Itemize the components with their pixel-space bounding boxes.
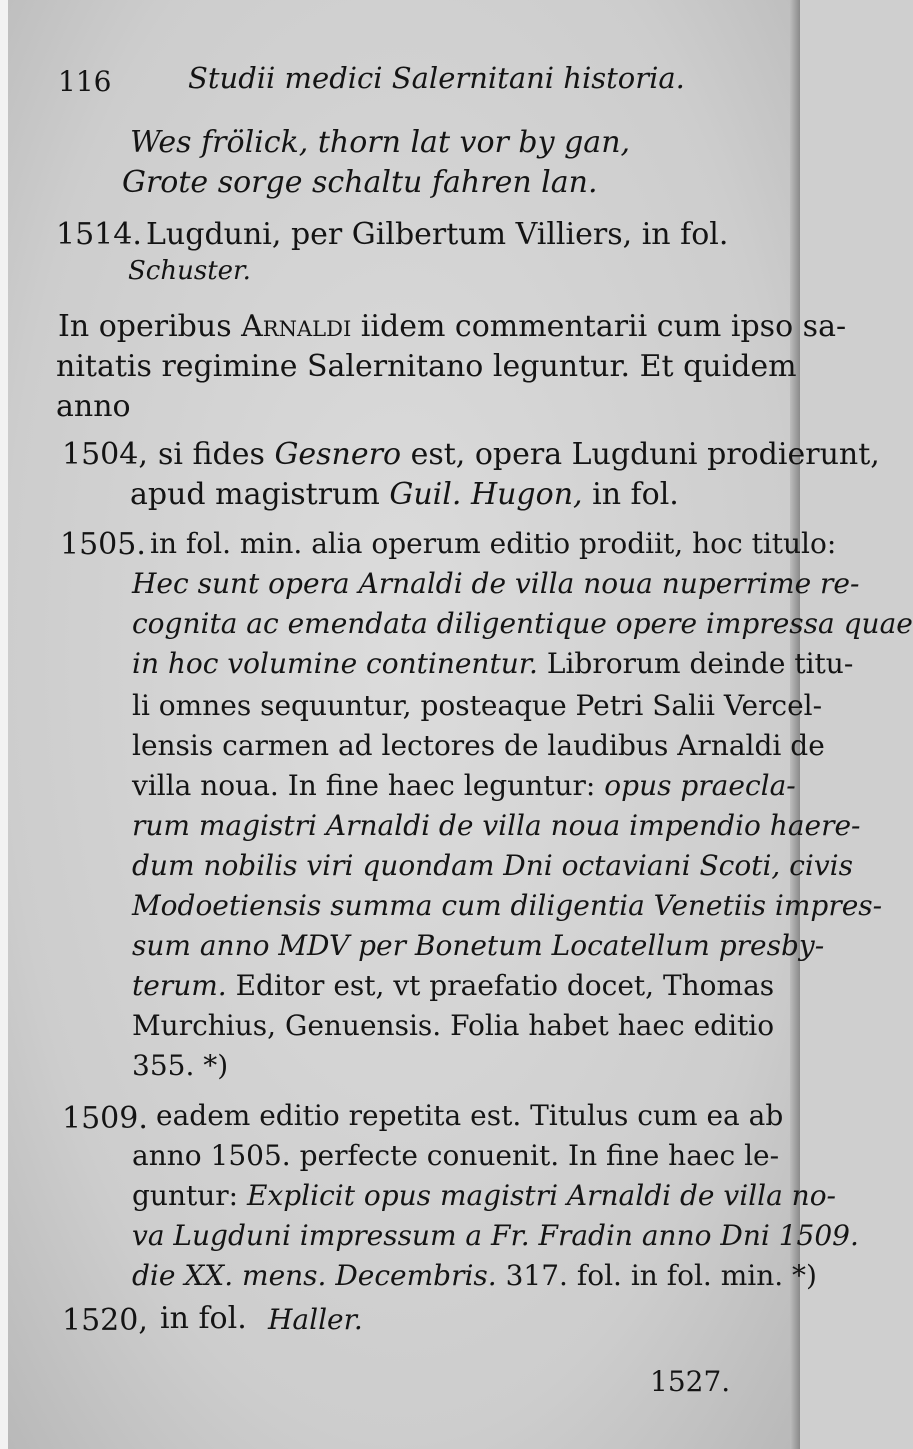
paragraph-line-1-b: iidem commentarii cum ipso sa-	[360, 309, 847, 344]
entry-1505-line-8: rum magistri Arnaldi de villa noua impendio haere-	[132, 809, 861, 842]
entry-1504-l2-a: apud magistrum	[130, 477, 380, 512]
entry-1505-l4-it: in hoc volumine continentur.	[132, 647, 538, 680]
entry-1505-line-11: sum anno MDV per Bonetum Locatellum presby-	[132, 929, 825, 962]
paragraph-line-2: nitatis regimine Salernitano leguntur. Et quidem	[56, 349, 797, 384]
verse-line-1: Wes frölick, thorn lat vor by gan,	[130, 125, 631, 160]
entry-1514-source: Schuster.	[128, 256, 251, 286]
catchword: 1527.	[650, 1365, 731, 1398]
entry-1520-source: Haller.	[268, 1303, 363, 1336]
entry-1505-line-3: cognita ac emendata diligentique opere impressa quae	[132, 607, 913, 640]
author-name-arnaldi: Arnaldi	[241, 309, 352, 344]
entry-1509-line-3	[132, 1179, 837, 1212]
page-number: 116	[58, 65, 112, 98]
entry-1505-line-5: li omnes sequuntur, posteaque Petri Salii Vercel-	[132, 689, 823, 722]
paragraph-line-3: anno	[56, 389, 131, 424]
verse-line-2: Grote sorge schaltu fahren lan.	[122, 165, 598, 200]
entry-1505-l4-b: Librorum deinde titu-	[546, 647, 854, 680]
entry-1509-l5-it: die XX. mens. Decembris.	[132, 1259, 497, 1292]
entry-1504-l1-b: est, opera Lugduni prodierunt,	[410, 437, 880, 472]
entry-1505-line-6: lensis carmen ad lectores de laudibus Arnaldi de	[132, 729, 825, 762]
entry-1504-year: 1504,	[62, 437, 148, 472]
entry-1509-l3-a: guntur:	[132, 1179, 239, 1212]
entry-1509-l5-b: 317. fol. in fol. min. *)	[505, 1259, 817, 1292]
entry-1514-year: 1514.	[56, 217, 142, 252]
entry-1505-l12-it: terum.	[132, 969, 227, 1002]
entry-1505-line-1: in fol. min. alia operum editio prodiit, hoc titulo:	[150, 527, 837, 560]
entry-1505-line-4	[132, 647, 854, 680]
entry-1505-line-14: 355. *)	[132, 1049, 229, 1082]
entry-1505-year: 1505.	[60, 527, 146, 562]
entry-1509-l3-it: Explicit opus magistri Arnaldi de villa no-	[247, 1179, 837, 1212]
entry-1505-l7-it: opus praecla-	[604, 769, 796, 802]
entry-1505-line-10: Modoetiensis summa cum diligentia Venetiis impres-	[132, 889, 883, 922]
paragraph-line-1-a: In operibus	[58, 309, 232, 344]
entry-1504-l2-it: Guil. Hugon,	[389, 477, 583, 512]
entry-1505-line-7	[132, 769, 796, 802]
entry-1505-line-13: Murchius, Genuensis. Folia habet haec editio	[132, 1009, 775, 1042]
paragraph-line-1	[58, 309, 847, 344]
entry-1504-line-1	[158, 437, 880, 472]
entry-1509-line-4: va Lugduni impressum a Fr. Fradin anno Dni 1509.	[132, 1219, 859, 1252]
entry-1504-l1-a: si fides	[158, 437, 265, 472]
entry-1509-year: 1509.	[62, 1101, 148, 1136]
entry-1505-line-9: dum nobilis viri quondam Dni octaviani Scoti, civis	[132, 849, 853, 882]
entry-1505-l7-a: villa noua. In fine haec leguntur:	[132, 769, 596, 802]
entry-1504-l2-b: in fol.	[592, 477, 679, 512]
entry-1505-line-12	[132, 969, 775, 1002]
entry-1504-line-2	[130, 477, 679, 512]
page-left-edge	[0, 0, 8, 1449]
entry-1505-l12-b: Editor est, vt praefatio docet, Thomas	[235, 969, 775, 1002]
running-title: Studii medici Salernitani historia.	[188, 61, 685, 95]
entry-1520-text: in fol.	[160, 1301, 247, 1336]
entry-1514-text: Lugduni, per Gilbertum Villiers, in fol.	[146, 217, 729, 252]
entry-1509-line-1: eadem editio repetita est. Titulus cum ea ab	[156, 1099, 784, 1132]
entry-1509-line-2: anno 1505. perfecte conuenit. In fine haec le-	[132, 1139, 780, 1172]
entry-1504-l1-it: Gesnero	[274, 437, 402, 472]
entry-1520-year: 1520,	[62, 1303, 148, 1338]
entry-1505-line-2: Hec sunt opera Arnaldi de villa noua nuperrime re-	[132, 567, 860, 600]
entry-1509-line-5	[132, 1259, 817, 1292]
